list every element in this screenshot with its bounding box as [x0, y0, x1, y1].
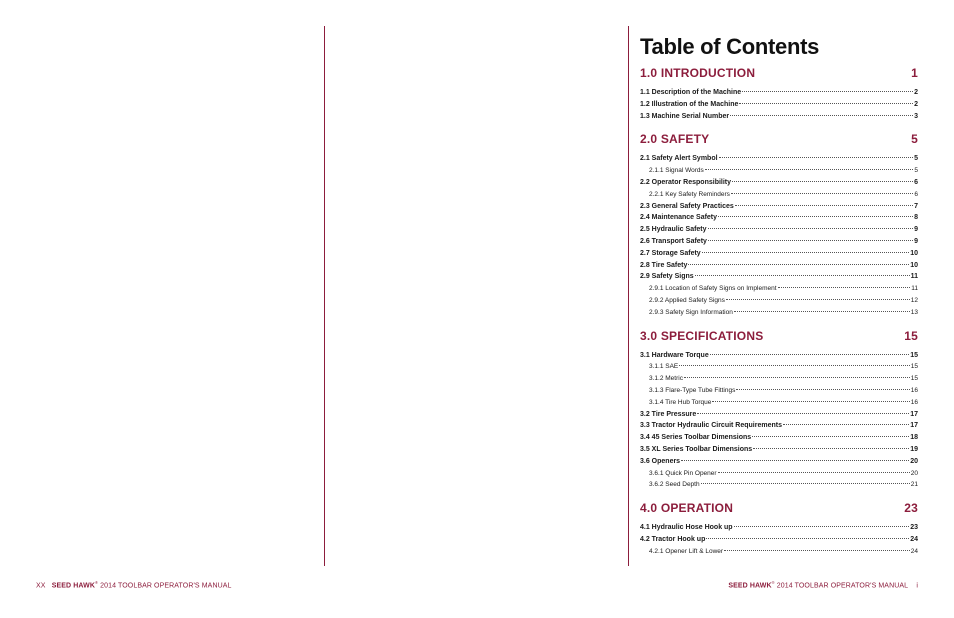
footer-manual-title: 2014 TOOLBAR OPERATOR'S MANUAL [98, 582, 232, 590]
toc-subentry[interactable] [640, 397, 918, 409]
toc-entry-label: 3.6 Openers [640, 457, 681, 465]
toc-entry-page: 6 [914, 178, 918, 186]
toc-entry-page: 19 [910, 445, 918, 453]
toc-entry-label: 3.1.2 Metric [649, 375, 683, 383]
section-heading-page: 1 [911, 66, 918, 80]
dot-leader [710, 354, 909, 355]
toc-entry-label: 2.3 General Safety Practices [640, 202, 734, 210]
dot-leader [706, 538, 909, 539]
dot-leader [734, 311, 910, 312]
toc-section-heading[interactable] [640, 501, 918, 515]
toc-entry-label: 2.1.1 Signal Words [649, 167, 704, 175]
toc-entry-label: 3.1 Hardware Torque [640, 351, 709, 359]
toc-entry-page: 21 [910, 481, 918, 489]
toc-subentry[interactable] [640, 361, 918, 373]
toc-entry-label: 3.1.3 Flare-Type Tube Fittings [649, 386, 736, 394]
toc-entry-label: 3.6.1 Quick Pin Opener [649, 469, 717, 477]
section-heading-page: 23 [904, 501, 918, 516]
toc-entry[interactable] [640, 224, 918, 236]
dot-leader [724, 550, 910, 551]
dot-leader [718, 472, 910, 473]
toc-entry-label: 4.1 Hydraulic Hose Hook up [640, 524, 733, 532]
toc-entry[interactable] [640, 534, 918, 546]
toc-entry[interactable] [640, 248, 918, 260]
dot-leader [732, 181, 913, 182]
toc-entry-page: 10 [910, 261, 918, 269]
toc-entry-label: 2.7 Storage Safety [640, 249, 701, 257]
toc-entry-page: 16 [910, 386, 918, 394]
dot-leader [736, 389, 909, 390]
toc-entry-page: 13 [910, 308, 918, 316]
toc-subentry[interactable] [640, 373, 918, 385]
toc-entry[interactable] [640, 177, 918, 189]
toc-entry-page: 6 [914, 190, 918, 198]
toc-entry-label: 3.3 Tractor Hydraulic Circuit Requirements [640, 422, 782, 430]
dot-leader [701, 483, 910, 484]
dot-leader [730, 115, 913, 116]
footer-registered-mark: ® [94, 580, 99, 585]
toc-entry-label: 4.2.1 Opener Lift & Lower [649, 547, 724, 555]
toc-entry[interactable] [640, 111, 918, 123]
toc-entry-page: 9 [914, 237, 918, 245]
section-heading-page: 15 [904, 328, 918, 343]
footer-registered-mark: ® [771, 580, 775, 585]
toc-entry[interactable] [640, 87, 918, 99]
toc-entry-label: 2.4 Maintenance Safety [640, 214, 718, 222]
toc-entry-page: 3 [914, 112, 918, 120]
toc-entry-label: 2.2 Operator Responsibility [640, 178, 732, 186]
section-heading-page: 5 [911, 132, 918, 147]
toc-section-heading[interactable] [640, 329, 918, 343]
toc-entry-page: 7 [914, 202, 918, 210]
toc-subentry[interactable] [640, 546, 918, 558]
toc-entry-label: 2.5 Hydraulic Safety [640, 226, 707, 234]
toc-entry[interactable] [640, 420, 918, 432]
section-heading-label: 4.0 OPERATION [640, 501, 734, 516]
dot-leader [688, 264, 909, 265]
footer-brand: SEED HAWK [51, 582, 95, 590]
toc-entry-page: 12 [910, 296, 918, 304]
toc-entry-page: 2 [914, 100, 918, 108]
toc-entry-label: 1.1 Description of the Machine [640, 89, 742, 96]
toc-subentry[interactable] [640, 283, 918, 295]
toc-subentry[interactable] [640, 295, 918, 307]
toc-entry-label: 3.5 XL Series Toolbar Dimensions [640, 445, 753, 453]
toc-section-heading[interactable] [640, 132, 918, 146]
toc-entry[interactable] [640, 99, 918, 111]
dot-leader [731, 193, 913, 194]
left-page-margin-rule [324, 26, 325, 566]
page-title: Table of Contents [640, 34, 820, 59]
toc-entry-page: 15 [910, 351, 918, 359]
dot-leader [783, 424, 909, 425]
toc-entry-label: 3.4 45 Series Toolbar Dimensions [640, 434, 752, 442]
dot-leader [742, 91, 913, 92]
toc-entry[interactable] [640, 236, 918, 248]
toc-subentry[interactable] [640, 307, 918, 319]
toc-entry-label: 2.6 Transport Safety [640, 237, 707, 245]
toc-entry-label: 2.1 Safety Alert Symbol [640, 155, 718, 163]
dot-leader [734, 526, 910, 527]
toc-entry-label: 2.2.1 Key Safety Reminders [649, 190, 730, 198]
toc-body [640, 66, 918, 558]
dot-leader [705, 169, 914, 170]
dot-leader [708, 228, 914, 229]
toc-entry[interactable] [640, 153, 918, 165]
dot-leader [753, 448, 909, 449]
toc-entry-label: 1.3 Machine Serial Number [640, 112, 730, 120]
dot-leader [739, 103, 913, 104]
section-heading-label: 3.0 SPECIFICATIONS [640, 328, 764, 343]
dot-leader [702, 252, 910, 253]
toc-entry-page: 11 [910, 273, 918, 281]
toc-entry[interactable] [640, 444, 918, 456]
toc-entry[interactable] [640, 260, 918, 272]
toc-subentry[interactable] [640, 468, 918, 480]
toc-entry-page: 8 [914, 214, 918, 222]
toc-entry-page: 18 [910, 434, 918, 442]
toc-entry-page: 2 [914, 89, 918, 96]
footer-page-number: i [916, 582, 918, 590]
dot-leader [752, 436, 909, 437]
toc-entry[interactable] [640, 522, 918, 534]
toc-entry-label: 3.1.1 SAE [649, 363, 679, 371]
toc-entry-label: 3.2 Tire Pressure [640, 410, 697, 418]
toc-entry[interactable] [640, 432, 918, 444]
footer-manual-title: 2014 TOOLBAR OPERATOR'S MANUAL [774, 582, 909, 590]
dot-leader [684, 377, 910, 378]
toc-entry-page: 10 [910, 249, 918, 257]
toc-entry-page: 23 [910, 524, 918, 532]
toc-entry[interactable] [640, 212, 918, 224]
toc-entry-page: 5 [914, 167, 918, 175]
toc-entry-label: 2.8 Tire Safety [640, 261, 688, 269]
dot-leader [681, 460, 909, 461]
toc-entry-page: 11 [911, 285, 918, 293]
footer-brand: SEED HAWK [728, 582, 772, 590]
toc-entry-label: 2.9.2 Applied Safety Signs [649, 296, 725, 304]
toc-subentry[interactable] [640, 385, 918, 397]
toc-entry-page: 20 [910, 469, 918, 477]
toc-entry-page: 15 [910, 375, 918, 383]
toc-entry[interactable] [640, 350, 918, 362]
dot-leader [712, 401, 909, 402]
toc-entry-page: 15 [910, 363, 918, 371]
dot-leader [708, 240, 913, 241]
footer-left [36, 580, 232, 589]
toc-entry-label: 1.2 Illustration of the Machine [640, 100, 739, 108]
toc-entry[interactable] [640, 456, 918, 468]
toc-entry-page: 16 [910, 398, 918, 406]
toc-subentry[interactable] [640, 189, 918, 201]
toc-section-heading[interactable] [640, 66, 918, 80]
toc-entry-label: 2.9.1 Location of Safety Signs on Implement [649, 285, 777, 293]
right-page-margin-rule [628, 26, 629, 566]
toc-entry[interactable] [640, 201, 918, 213]
toc-entry-page: 24 [910, 535, 918, 543]
dot-leader [719, 157, 914, 158]
toc-entry[interactable] [640, 409, 918, 421]
dot-leader [697, 413, 909, 414]
dot-leader [679, 365, 909, 366]
section-heading-label: 1.0 INTRODUCTION [640, 66, 756, 80]
toc-entry-page: 9 [914, 226, 918, 234]
toc-entry-page: 17 [910, 422, 918, 430]
dot-leader [695, 275, 910, 276]
toc-entry-label: 3.1.4 Tire Hub Torque [649, 398, 712, 406]
toc-entry-page: 20 [910, 457, 918, 465]
table-of-contents [640, 34, 918, 558]
dot-leader [718, 216, 913, 217]
dot-leader [778, 287, 911, 288]
footer-right [728, 580, 918, 589]
section-heading-label: 2.0 SAFETY [640, 132, 710, 147]
dot-leader [735, 205, 913, 206]
toc-entry-page: 24 [910, 547, 918, 555]
toc-entry-page: 17 [910, 410, 918, 418]
toc-subentry[interactable] [640, 479, 918, 491]
dot-leader [726, 299, 910, 300]
toc-subentry[interactable] [640, 165, 918, 177]
toc-entry[interactable] [640, 271, 918, 283]
toc-entry-label: 4.2 Tractor Hook up [640, 535, 706, 543]
toc-entry-label: 3.6.2 Seed Depth [649, 481, 700, 489]
footer-page-number: XX [36, 582, 46, 590]
toc-entry-label: 2.9 Safety Signs [640, 273, 694, 281]
toc-entry-label: 2.9.3 Safety Sign Information [649, 308, 733, 316]
toc-entry-page: 5 [914, 155, 918, 163]
